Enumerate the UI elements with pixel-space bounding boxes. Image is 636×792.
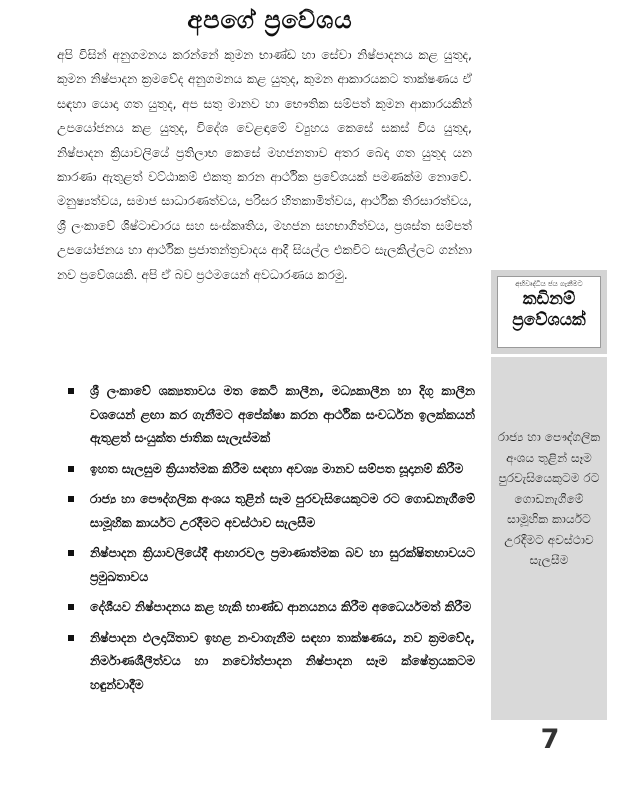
badge-tagline: අභිවෘද්ධිය ජය ගැනීමට [515,280,583,288]
section-badge [491,270,607,354]
square-bullet-icon [68,635,74,641]
square-bullet-icon [68,466,74,472]
square-bullet-icon [68,550,74,556]
list-item [65,487,475,534]
list-item-text: ඉහත සැලසුම ක්‍රියාත්මක කිරීම සඳහා අවශ්‍ය මානව සම්පත සූදානම් කිරීම [90,460,464,476]
page-number: 7 [540,724,560,755]
badge-title-line-2: ප්‍රවේශයක් [512,310,586,330]
intro-paragraph: අපි විසින් අනුගමනය කරන්නේ කුමන භාණ්ඩ හා සේවා නිෂ්පාදනය කළ යුතුද, කුමන නිෂ්පාදන ක්‍රමවේද අනුගමනය කළ යුතුද, කුමන ආකාරයකට තාක්ෂණය ඒ සඳහා යොදා ගත යුතුද, අප සතු මානව හා භෞතික සම්පත් කුමන ආකාරයකින් උපයෝජනය කළ යුතුද, විදේශ වෙළඳාමේ ව්‍යුහය කෙසේ සකස් විය යුතුද, නිෂ්පාදන ක්‍රියාවලියේ ප්‍රතිලාභ කෙසේ මහජනතාව අතර බෙදා ගත යුතුද යන කාරණා ඇතුළත් වට්ඨාකම් එකතු කරන ආර්ථික ප්‍රවේශයක් පමණක්ම නොවේ. මනුෂ්‍යත්වය, සමාජ සාධාරණත්වය, පරිසර හිතකාමිත්වය, ආර්ථික තිරසාරත්වය, ශ්‍රී ලංකාවේ ශිෂ්ටාචාරය සහ සංස්කෘතිය, මහජන සහභාගිත්වය, ප්‍රශස්ත සම්පත් උපයෝජනය හා ආර්ථික ප්‍රජාතන්ත්‍රවාදය ආදී සියල්ල එකවිට සැලකිල්ලට ගන්නා නව ප්‍රවේශයකි. අපි ඒ බව ප්‍රථමයෙන් අවධාරණය කරමු. [57,47,472,282]
list-item [65,457,475,481]
list-item [65,595,475,619]
list-item-text: දේශීයව නිෂ්පාදනය කළ හැකි භාණ්ඩ ආනයනය කිරීම අධෛර්යමත් කිරීම [90,599,472,614]
badge-frame [497,276,601,348]
sidebar-callout [491,357,607,720]
square-bullet-icon [68,604,74,610]
square-bullet-icon [68,496,74,502]
list-item-text: නිෂ්පාදන ක්‍රියාවලියේදී ආහාරවල ප්‍රමාණාත්මක බව හා සුරක්ෂිතභාවයට ප්‍රමුඛතාවය [90,545,475,584]
sidebar-callout-text: රාජ්‍ය හා පෞද්ගලික අංශය තුළින් සෑම පුරවැසියෙකුටම රට ගොඩනැගීමේ සාමූහික කාර්යට උරදීමට අවස්ථාව සැලසීම [497,430,601,567]
list-item-text: රාජ්‍ය හා පෞද්ගලික අංශය තුළින් සෑම පුරවැසියෙකුටම රට ගොඩනැගීමේ සාමූහික කාර්යට උරදීමට අවස්ථාව සැලසීම [90,491,475,530]
list-item [65,379,475,450]
square-bullet-icon [68,388,74,394]
page-title: අපගේ ප්‍රවේශය [187,6,353,34]
list-item [65,626,475,697]
badge-title-line-1: කඩිනම් [522,289,576,309]
policy-bullet-list [65,379,475,703]
list-item [65,541,475,588]
list-item-text: නිෂ්පාදන ඵලදායිතාව ඉහළ නංවාගැනීම සඳහා තාක්ෂණය, නව ක්‍රමවේද, නිර්මාණශීලීත්වය හා නවෝත්පාදන නිෂ්පාදන සෑම ක්ෂේත්‍රයකටම හඳුන්වාදීම [90,629,475,692]
list-item-text: ශ්‍රී ලංකාවේ ශක්‍යතාවය මත කෙටි කාලීන, මධ්‍යකාලීන හා දිගු කාලීන වශයෙන් ළඟා කර ගැනීමට අපේක්ෂා කරන ආර්ථික සංවර්ධන ඉලක්කයන් ඇතුළත් සංයුක්ත ජාතික සැලැස්මක් [90,383,475,445]
